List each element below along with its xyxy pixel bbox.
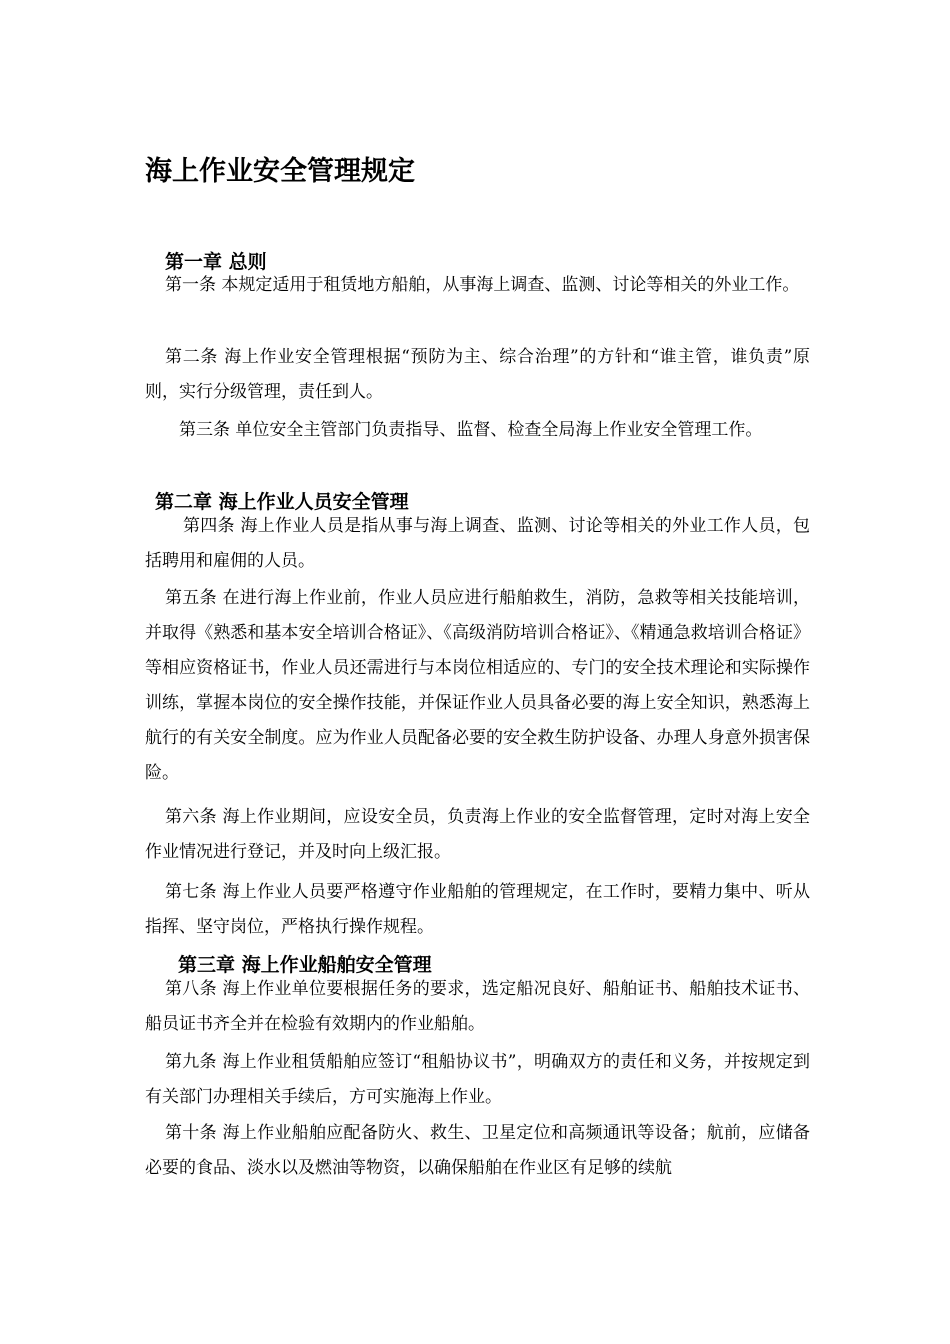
article-4: 第四条 海上作业人员是指从事与海上调查、监测、讨论等相关的外业工作人员，包括聘用和雇佣的人员。: [145, 516, 810, 571]
article-6: 第六条 海上作业期间，应设安全员，负责海上作业的安全监督管理，定时对海上安全作业情况进行登记，并及时向上级汇报。: [145, 807, 810, 862]
article-2: 第二条 海上作业安全管理根据“预防为主、综合治理”的方针和“谁主管，谁负责”原则，实行分级管理，责任到人。: [145, 347, 810, 402]
chapter-2-heading: 第二章 海上作业人员安全管理: [155, 491, 409, 513]
article-3: 第三条 单位安全主管部门负责指导、监督、检查全局海上作业安全管理工作。: [179, 420, 763, 440]
chapter-3-heading: 第三章 海上作业船舶安全管理: [178, 954, 432, 976]
article-8: 第八条 海上作业单位要根据任务的要求，选定船况良好、船舶证书、船舶技术证书、船员证书齐全并在检验有效期内的作业船舶。: [145, 979, 810, 1034]
article-9: 第九条 海上作业租赁船舶应签订“租船协议书”，明确双方的责任和义务，并按规定到有关部门办理相关手续后，方可实施海上作业。: [145, 1052, 810, 1107]
chapter-1-heading: 第一章 总则: [165, 251, 267, 273]
document-title: 海上作业安全管理规定: [145, 156, 415, 187]
article-5: 第五条 在进行海上作业前，作业人员应进行船舶救生，消防，急救等相关技能培训，并取得《熟悉和基本安全培训合格证》、《高级消防培训合格证》、《精通急救培训合格证》等相应资格证书，作业人员还需进行与本岗位相适应的、专门的安全技术理论和实际操作训练，掌握本岗位的安全操作技能，并保证作业人员具备必要的海上安全知识，熟悉海上航行的有关安全制度。应为作业人员配备必要的安全救生防护设备、办理人身意外损害保险。: [145, 588, 810, 783]
article-7: 第七条 海上作业人员要严格遵守作业船舶的管理规定，在工作时，要精力集中、听从指挥、坚守岗位，严格执行操作规程。: [145, 882, 810, 937]
article-10: 第十条 海上作业船舶应配备防火、救生、卫星定位和高频通讯等设备；航前，应储备必要的食品、淡水以及燃油等物资，以确保船舶在作业区有足够的续航: [145, 1123, 810, 1178]
article-1: 第一条 本规定适用于租赁地方船舶，从事海上调查、监测、讨论等相关的外业工作。: [165, 275, 800, 295]
